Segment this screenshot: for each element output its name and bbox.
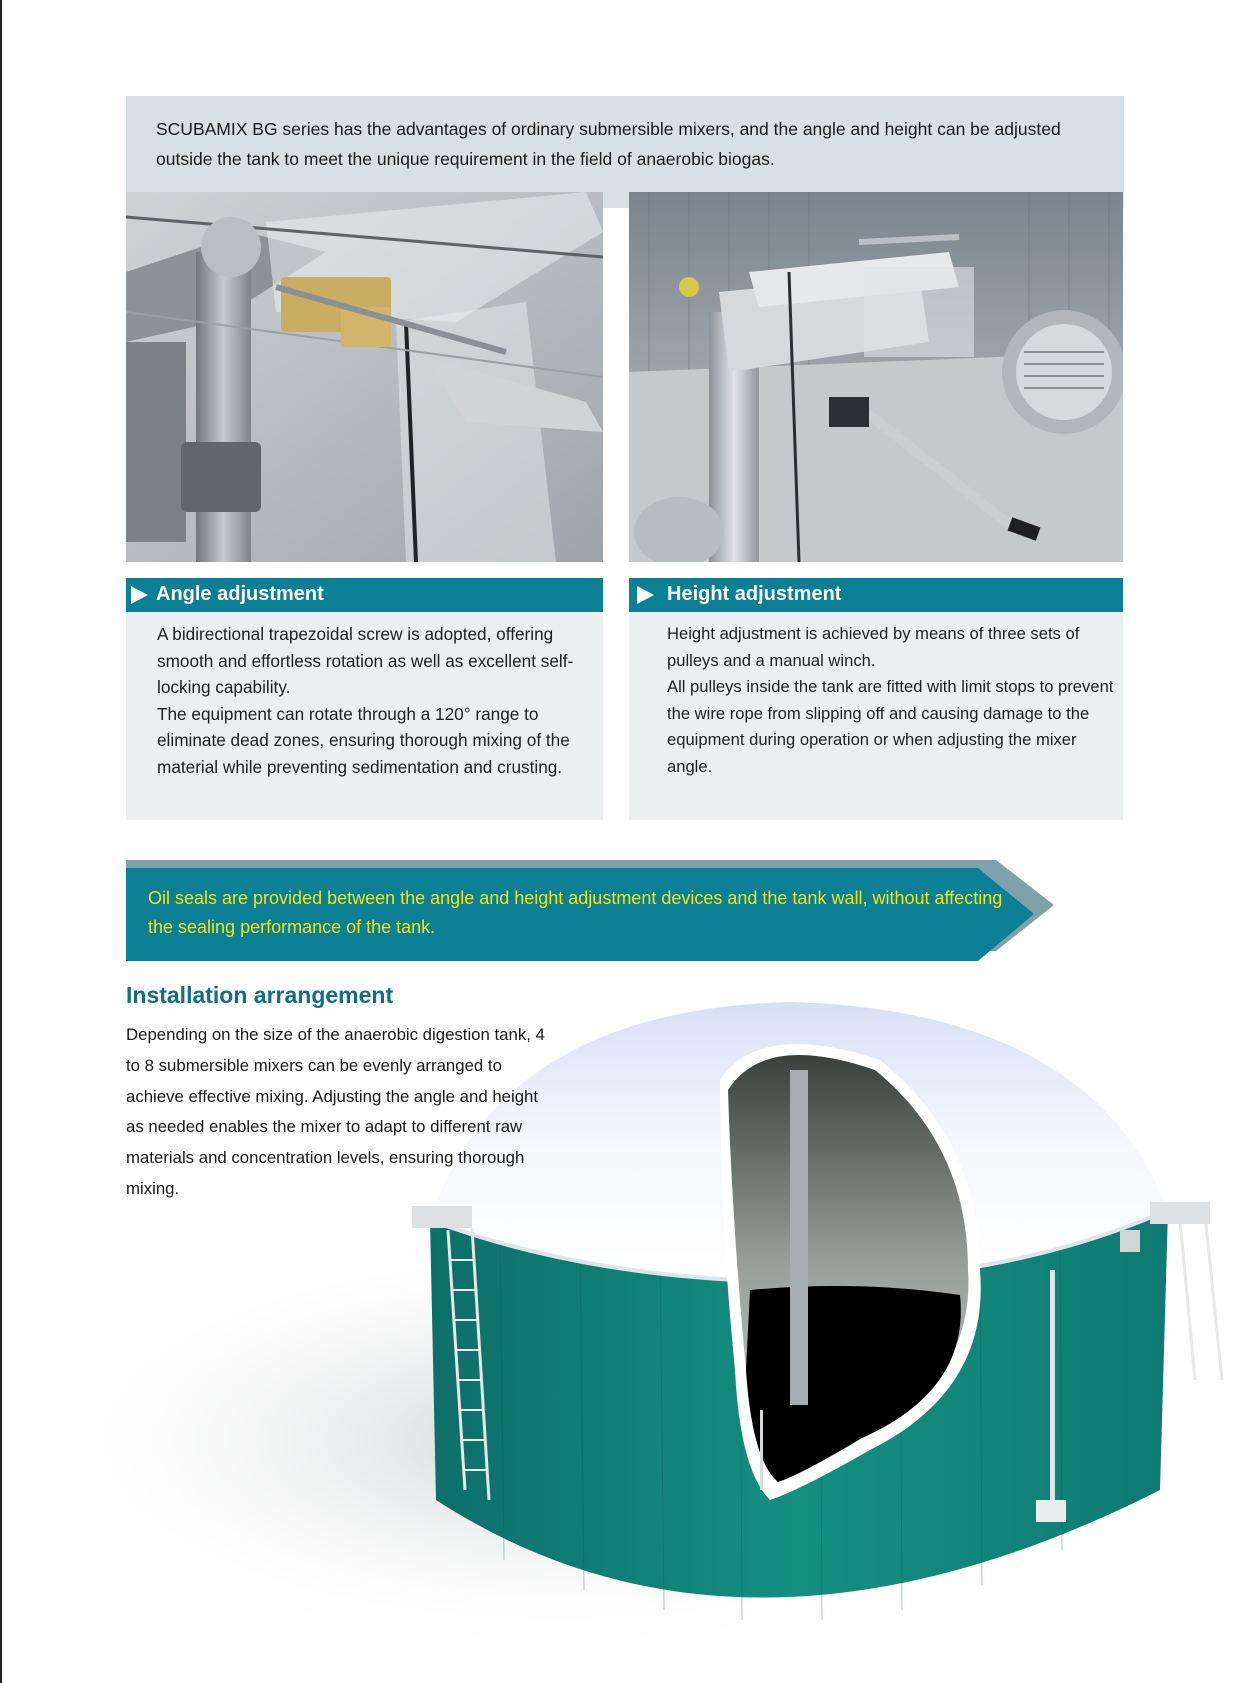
intro-text: SCUBAMIX BG series has the advantages of ordinary submersible mixers, and the angle and height can be adjusted outside the tank to meet the unique requirement in the field of anaerobic biogas. — [156, 119, 1061, 169]
height-paragraph-2: All pulleys inside the tank are fitted with limit stops to prevent the wire rope from slipping off and causing damage to the equipment during operation or when adjusting the mixer angle. — [667, 677, 1114, 776]
oil-seal-text: Oil seals are provided between the angle and height adjustment devices and the tank wall, without affecting the sealing performance of the tank. — [148, 888, 1003, 937]
height-adjustment-header — [629, 578, 1123, 612]
installation-title: Installation arrangement — [126, 982, 394, 1008]
height-adjustment-text — [667, 621, 1123, 780]
height-paragraph-1: Height adjustment is achieved by means of three sets of pulleys and a manual winch. — [667, 624, 1080, 670]
angle-paragraph-2: The equipment can rotate through a 120° range to eliminate dead zones, ensuring thorough mixing of the material while preventing sedimentation and crusting. — [157, 703, 570, 777]
angle-adjustment-header — [126, 578, 603, 612]
installation-text: Depending on the size of the anaerobic digestion tank, 4 to 8 submersible mixers can be evenly arranged to achieve effective mixing. Adjusting the angle and height as needed enables the mixer to adapt to different raw materials and concentration levels, ensuring thorough mixing. — [126, 1025, 545, 1198]
height-adjustment-photo — [629, 192, 1123, 562]
angle-adjustment-body — [126, 612, 603, 820]
play-triangle-icon — [131, 586, 148, 604]
angle-adjustment-photo — [126, 192, 603, 562]
angle-adjustment-title: Angle adjustment — [156, 583, 324, 605]
play-triangle-icon — [637, 586, 654, 604]
angle-paragraph-1: A bidirectional trapezoidal screw is adopted, offering smooth and effortless rotation as well as excellent self-locking capability. — [157, 624, 574, 697]
angle-adjustment-text — [157, 621, 603, 780]
height-adjustment-body — [629, 612, 1123, 820]
height-adjustment-title: Height adjustment — [667, 583, 842, 605]
oil-seal-banner — [126, 860, 1054, 961]
